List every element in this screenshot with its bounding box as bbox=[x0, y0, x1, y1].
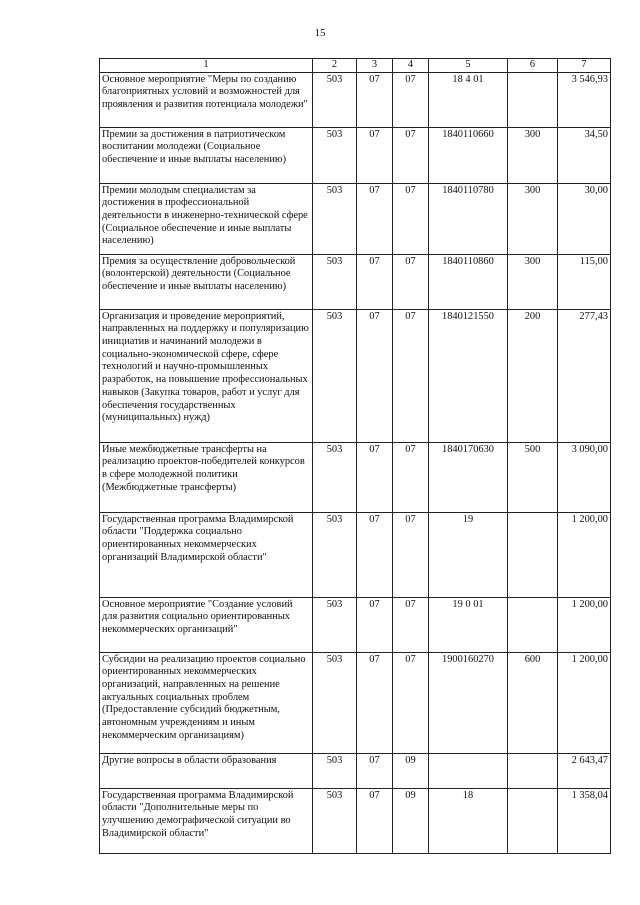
row-rz: 07 bbox=[357, 442, 393, 512]
col-header-4: 4 bbox=[393, 59, 429, 73]
row-sum: 1 200,00 bbox=[558, 512, 611, 597]
row-pr: 07 bbox=[393, 183, 429, 254]
row-rz: 07 bbox=[357, 254, 393, 309]
table-row bbox=[100, 72, 611, 127]
row-vr: 300 bbox=[508, 254, 558, 309]
table-row bbox=[100, 183, 611, 254]
col-header-7: 7 bbox=[558, 59, 611, 73]
row-name: Основное мероприятие "Создание условий для развития социально ориентированных некоммерческих организаций" bbox=[100, 597, 313, 652]
table-header-row bbox=[100, 59, 611, 73]
row-ved: 503 bbox=[313, 309, 357, 442]
row-name: Государственная программа Владимирской области "Поддержка социально ориентированных некоммерческих организаций Владимирской области" bbox=[100, 512, 313, 597]
row-name: Организация и проведение мероприятий, направленных на поддержку и популяризацию инициатив и начинаний молодежи в социально-экономической сфере, сфере технологий и научно-промышленных разработок, на повышение профессиональных навыков (Закупка товаров, работ и услуг для обеспечения государственных (муниципальных) нужд) bbox=[100, 309, 313, 442]
row-vr: 500 bbox=[508, 442, 558, 512]
row-ved: 503 bbox=[313, 183, 357, 254]
table-row bbox=[100, 788, 611, 853]
row-pr: 07 bbox=[393, 127, 429, 183]
row-csr: 1840110860 bbox=[429, 254, 508, 309]
row-pr: 07 bbox=[393, 309, 429, 442]
row-pr: 07 bbox=[393, 442, 429, 512]
row-rz: 07 bbox=[357, 652, 393, 753]
row-ved: 503 bbox=[313, 512, 357, 597]
row-sum: 3 546,93 bbox=[558, 72, 611, 127]
row-csr: 1840170630 bbox=[429, 442, 508, 512]
row-csr: 18 4 01 bbox=[429, 72, 508, 127]
row-name: Премии молодым специалистам за достижения в профессиональной деятельности в инженерно-технической сфере (Социальное обеспечение и иные выплаты населению) bbox=[100, 183, 313, 254]
row-rz: 07 bbox=[357, 512, 393, 597]
row-ved: 503 bbox=[313, 127, 357, 183]
row-name: Премия за осуществление добровольческой (волонтерской) деятельности (Социальное обеспечение и иные выплаты населению) bbox=[100, 254, 313, 309]
row-vr bbox=[508, 753, 558, 788]
row-pr: 07 bbox=[393, 254, 429, 309]
col-header-2: 2 bbox=[313, 59, 357, 73]
row-csr: 1840121550 bbox=[429, 309, 508, 442]
row-csr: 1840110660 bbox=[429, 127, 508, 183]
row-vr: 300 bbox=[508, 183, 558, 254]
row-rz: 07 bbox=[357, 597, 393, 652]
row-rz: 07 bbox=[357, 127, 393, 183]
row-ved: 503 bbox=[313, 254, 357, 309]
row-pr: 07 bbox=[393, 512, 429, 597]
row-name: Иные межбюджетные трансферты на реализацию проектов-победителей конкурсов в сфере молодежной политики (Межбюджетные трансферты) bbox=[100, 442, 313, 512]
row-sum: 34,50 bbox=[558, 127, 611, 183]
row-csr: 1900160270 bbox=[429, 652, 508, 753]
col-header-5: 5 bbox=[429, 59, 508, 73]
row-csr bbox=[429, 753, 508, 788]
row-ved: 503 bbox=[313, 597, 357, 652]
row-vr bbox=[508, 72, 558, 127]
row-sum: 277,43 bbox=[558, 309, 611, 442]
table-row bbox=[100, 597, 611, 652]
col-header-6: 6 bbox=[508, 59, 558, 73]
row-csr: 18 bbox=[429, 788, 508, 853]
row-vr bbox=[508, 512, 558, 597]
row-vr bbox=[508, 788, 558, 853]
row-sum: 1 358,04 bbox=[558, 788, 611, 853]
row-pr: 07 bbox=[393, 72, 429, 127]
row-sum: 1 200,00 bbox=[558, 597, 611, 652]
row-name: Субсидии на реализацию проектов социально ориентированных некоммерческих организаций, направленных на решение актуальных социальных проблем (Предоставление субсидий бюджетным, автономным учреждениям и иным некоммерческим организациям) bbox=[100, 652, 313, 753]
table-row bbox=[100, 309, 611, 442]
row-vr: 200 bbox=[508, 309, 558, 442]
row-vr bbox=[508, 597, 558, 652]
row-pr: 09 bbox=[393, 788, 429, 853]
row-sum: 1 200,00 bbox=[558, 652, 611, 753]
row-ved: 503 bbox=[313, 788, 357, 853]
row-pr: 09 bbox=[393, 753, 429, 788]
row-name: Другие вопросы в области образования bbox=[100, 753, 313, 788]
col-header-3: 3 bbox=[357, 59, 393, 73]
row-vr: 300 bbox=[508, 127, 558, 183]
row-csr: 19 bbox=[429, 512, 508, 597]
page-number: 15 bbox=[314, 27, 326, 39]
row-rz: 07 bbox=[357, 788, 393, 853]
row-name: Государственная программа Владимирской области "Дополнительные меры по улучшению демографической ситуации во Владимирской области" bbox=[100, 788, 313, 853]
budget-table bbox=[99, 58, 611, 854]
row-csr: 1840110780 bbox=[429, 183, 508, 254]
row-sum: 2 643,47 bbox=[558, 753, 611, 788]
row-sum: 30,00 bbox=[558, 183, 611, 254]
table-row bbox=[100, 254, 611, 309]
row-ved: 503 bbox=[313, 652, 357, 753]
row-csr: 19 0 01 bbox=[429, 597, 508, 652]
row-rz: 07 bbox=[357, 753, 393, 788]
row-ved: 503 bbox=[313, 753, 357, 788]
row-pr: 07 bbox=[393, 652, 429, 753]
table-row bbox=[100, 652, 611, 753]
row-ved: 503 bbox=[313, 442, 357, 512]
col-header-1: 1 bbox=[100, 59, 313, 73]
table-row bbox=[100, 512, 611, 597]
row-rz: 07 bbox=[357, 183, 393, 254]
table-row bbox=[100, 442, 611, 512]
row-vr: 600 bbox=[508, 652, 558, 753]
row-rz: 07 bbox=[357, 72, 393, 127]
row-sum: 115,00 bbox=[558, 254, 611, 309]
table-row bbox=[100, 127, 611, 183]
table-row bbox=[100, 753, 611, 788]
row-name: Премии за достижения в патриотическом воспитании молодежи (Социальное обеспечение и иные выплаты населению) bbox=[100, 127, 313, 183]
row-name: Основное мероприятие "Меры по созданию благоприятных условий и возможностей для проявления и развития потенциала молодежи" bbox=[100, 72, 313, 127]
row-sum: 3 090,00 bbox=[558, 442, 611, 512]
row-rz: 07 bbox=[357, 309, 393, 442]
row-ved: 503 bbox=[313, 72, 357, 127]
row-pr: 07 bbox=[393, 597, 429, 652]
